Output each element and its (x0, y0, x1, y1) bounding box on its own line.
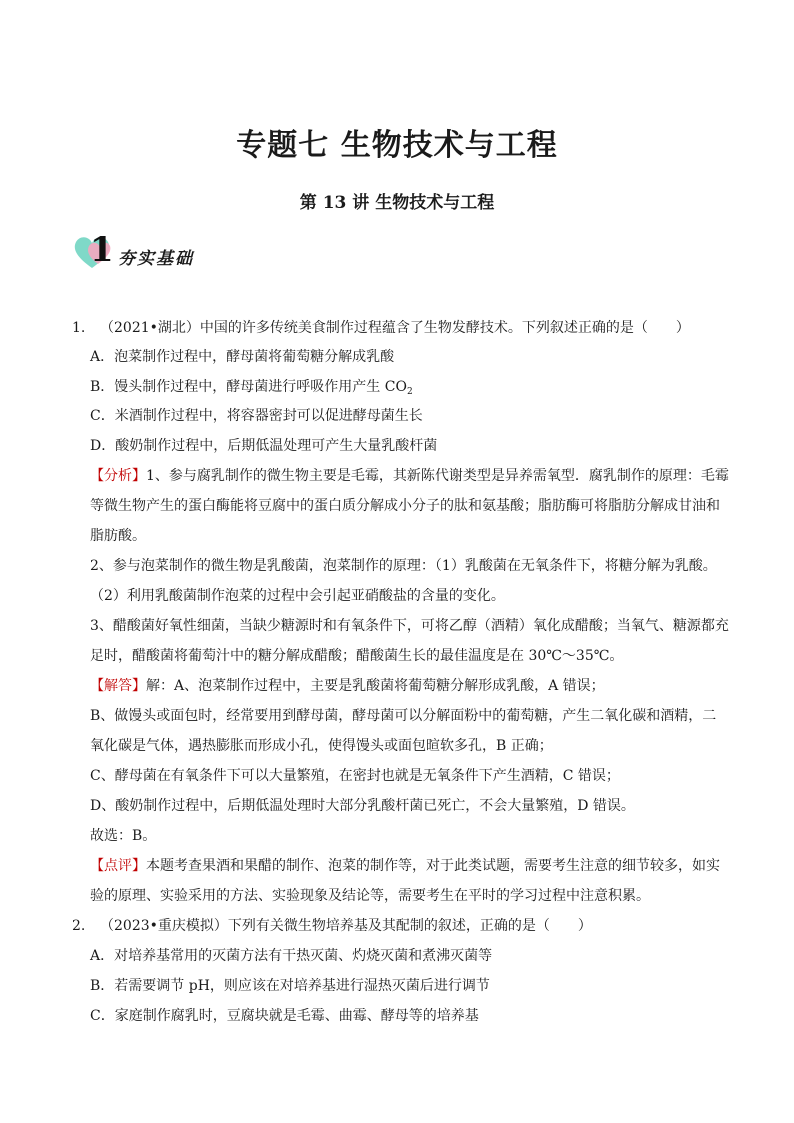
comment-line: 【点评】本题考查果酒和果醋的制作、泡菜的制作等，对于此类试题，需要考生注意的细节较多，如实 (90, 858, 720, 874)
answer-line: 氧化碳是气体，遇热膨胀而形成小孔，使得馒头或面包暄软多孔，B 正确； (90, 738, 553, 754)
question-number: 1. (72, 320, 86, 336)
answer-line: B、做馒头或面包时，经常要用到酵母菌，酵母菌可以分解面粉中的葡萄糖，产生二氧化碳和酒精，二 (90, 708, 717, 724)
question-stem: （2021•湖北）中国的许多传统美食制作过程蕴含了生物发酵技术。下列叙述正确的是（ ） (100, 320, 690, 336)
section-header (72, 230, 272, 274)
option-c: C．米酒制作过程中，将容器密封可以促进酵母菌生长 (90, 408, 423, 424)
page-title: 专题七 生物技术与工程 (236, 128, 558, 163)
option-a: A．泡菜制作过程中，酵母菌将葡萄糖分解成乳酸 (90, 349, 395, 365)
option-c: C．家庭制作腐乳时，豆腐块就是毛霉、曲霉、酵母等的培养基 (90, 1008, 479, 1024)
comment-line: 验的原理、实验采用的方法、实验现象及结论等，需要考生在平时的学习过程中注意积累。 (90, 888, 650, 904)
analysis-line: 2、参与泡菜制作的微生物是乳酸菌，泡菜制作的原理：（1）乳酸菌在无氧条件下，将糖分解为乳酸。 (90, 558, 717, 574)
question-stem: （2023•重庆模拟）下列有关微生物培养基及其配制的叙述，正确的是（ ） (100, 918, 592, 934)
comment-tag: 【点评】 (90, 858, 146, 874)
answer-line: C、酵母菌在有氧条件下可以大量繁殖，在密封也就是无氧条件下产生酒精，C 错误； (90, 768, 620, 784)
analysis-line: 足时，醋酸菌将葡萄汁中的糖分解成醋酸；醋酸菌生长的最佳温度是在 30℃～35℃。 (90, 648, 624, 664)
option-b: B．若需要调节 pH，则应该在对培养基进行湿热灭菌后进行调节 (90, 978, 490, 994)
analysis-line: （2）利用乳酸菌制作泡菜的过程中会引起亚硝酸盐的含量的变化。 (90, 588, 505, 604)
analysis-line: 3、醋酸菌好氧性细菌，当缺少糖源时和有氧条件下，可将乙醇（酒精）氧化成醋酸；当氧气、糖源都充 (90, 618, 729, 634)
page-subtitle: 第 13 讲 生物技术与工程 (299, 193, 495, 213)
answer-tag: 【解答】 (90, 678, 146, 694)
answer-line: D、酸奶制作过程中，后期低温处理时大部分乳酸杆菌已死亡，不会大量繁殖，D 错误。 (90, 798, 635, 814)
option-a: A．对培养基常用的灭菌方法有干热灭菌、灼烧灭菌和煮沸灭菌等 (90, 948, 493, 964)
section-number: 1 (90, 230, 114, 270)
analysis-line: 脂肪酸。 (90, 528, 146, 544)
question-number: 2. (72, 918, 86, 934)
analysis-tag: 【分析】 (90, 468, 146, 484)
co2-subscript: 2 (406, 387, 413, 397)
section-label: 夯实基础 (118, 249, 194, 269)
analysis-line: 等微生物产生的蛋白酶能将豆腐中的蛋白质分解成小分子的肽和氨基酸；脂肪酶可将脂肪分解成甘油和 (90, 498, 720, 514)
answer-line: 故选：B。 (90, 828, 157, 844)
option-b: B．馒头制作过程中，酵母菌进行呼吸作用产生 $CO_2$ (90, 379, 413, 397)
option-d: D．酸奶制作过程中，后期低温处理可产生大量乳酸杆菌 (90, 438, 438, 454)
analysis-line: 【分析】1、参与腐乳制作的微生物主要是毛霉，其新陈代谢类型是异养需氧型．腐乳制作的原理：毛霉 (90, 468, 729, 484)
answer-line: 【解答】解：A、泡菜制作过程中，主要是乳酸菌将葡萄糖分解形成乳酸，A 错误； (90, 678, 605, 694)
